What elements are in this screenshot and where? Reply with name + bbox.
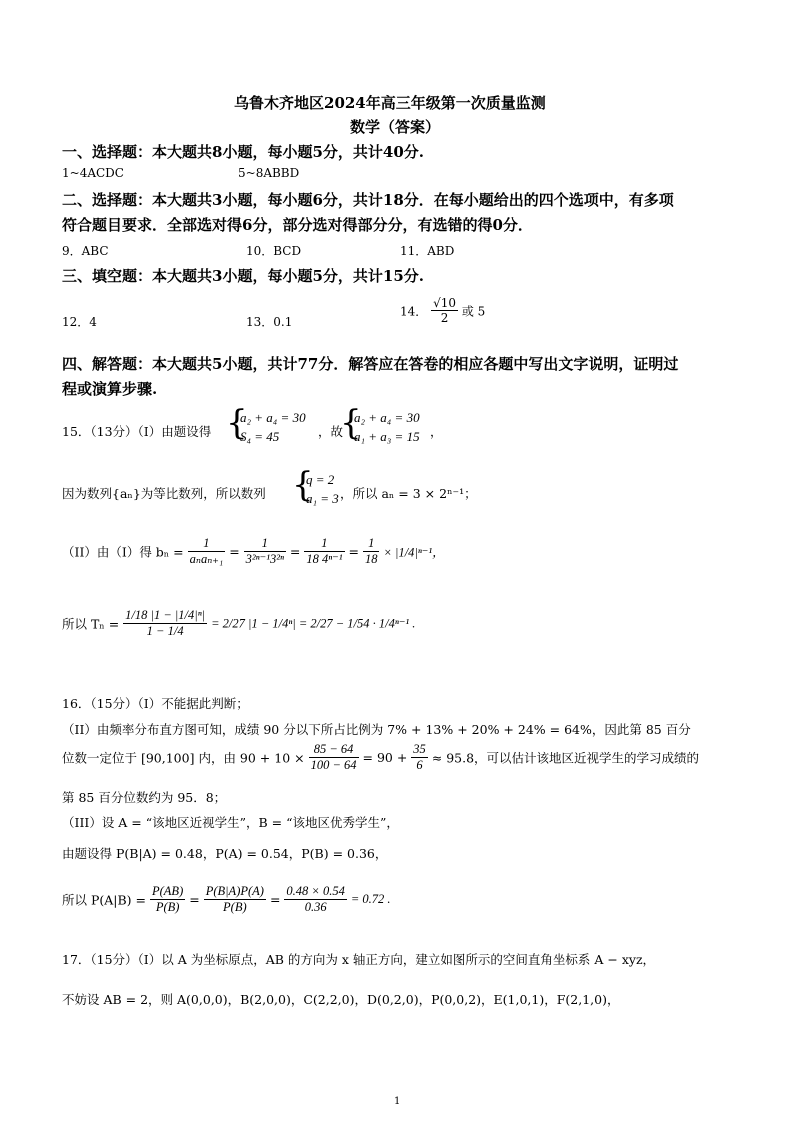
answer-14: [400, 296, 485, 326]
q16-line7-frac2-den: P(B): [223, 900, 247, 914]
q16-line3-frac2-num: 35: [413, 742, 426, 756]
q15-line2-lead: 因为数列{aₙ}为等比数列，所以数列: [62, 486, 266, 501]
q15-line3-eq2: =: [289, 544, 301, 559]
q15-line3-frac3: [304, 536, 344, 567]
section-1-heading: 一、选择题：本大题共8小题，每小题5分，共计40分.: [62, 143, 424, 161]
q15-line3-frac2-den: 3²ⁿ⁻¹3²ⁿ: [245, 552, 284, 566]
q16-line7-frac3: [284, 884, 346, 915]
q15-brace-b: {: [340, 403, 362, 443]
section-3-heading: 三、填空题：本大题共3小题，每小题5分，共计15分.: [62, 267, 424, 285]
q15-line2-tail: ，所以 aₙ = 3 × 2ⁿ⁻¹；: [340, 486, 477, 501]
q15-system-c-eq2: a₁ = 3: [306, 491, 339, 506]
answer-1-4: 1~4ACDC: [62, 166, 124, 180]
q16-line7-frac1: [150, 884, 185, 915]
q16-line3-mid: = 90 +: [362, 750, 408, 765]
q15-line3-frac4: [363, 536, 380, 567]
q15-system-a: [240, 408, 306, 446]
q16-line3-tail: ≈ 95.8，可以估计该地区近视学生的学习成绩的: [431, 750, 700, 766]
section-2-heading-line1: 二、选择题：本大题共3小题，每小题6分，共计18分．在每小题给出的四个选项中，有多项: [62, 191, 674, 209]
answer-14-label: 14．: [400, 304, 428, 319]
answer-13: 13．0.1: [246, 315, 293, 329]
q17-line2: 不妨设 AB = 2，则 A(0,0,0)，B(2,0,0)，C(2,2,0)，D(0,2,0)，P(0,0,2)，E(1,0,1)，F(2,1,0)，: [62, 992, 620, 1007]
q15-line4-bigfrac: [123, 608, 207, 639]
q15-line3: [62, 536, 445, 567]
q15-line3-frac3-num: 1: [304, 536, 344, 552]
q15-system-c-eq1: q = 2: [306, 472, 335, 487]
answer-11: 11．ABD: [400, 244, 455, 258]
q16-line7-eq2: =: [269, 892, 281, 907]
q15-lead: 15．（13分）（I）由题设得: [62, 424, 212, 439]
q16-line3-frac1: [309, 742, 359, 773]
q15-line3-lead: （II）由（I）得 bₙ =: [62, 544, 184, 560]
q15-line4-bigfrac-num: 1/18 |1 − |1/4|ⁿ|: [125, 608, 206, 622]
q15-line3-frac1: [188, 536, 226, 567]
page-number: 1: [394, 1096, 401, 1107]
q15-line3-frac1-num: 1: [188, 536, 226, 552]
q15-line3-tail: × |1/4|ⁿ⁻¹，: [383, 545, 445, 560]
section-4-heading-line1: 四、解答题：本大题共5小题，共计77分．解答应在答卷的相应各题中写出文字说明，证明过: [62, 355, 679, 373]
answer-14-fraction: [431, 296, 458, 326]
q15-line3-frac1-den: aₙaₙ₊₁: [189, 552, 224, 566]
q15-system-a-eq1: a₂ + a₄ = 30: [240, 410, 306, 425]
q16-line7: [62, 884, 391, 915]
q15-line4-rest: = 2/27 |1 − 1/4ⁿ| = 2/27 − 1/54 · 1/4ⁿ⁻¹ .: [211, 616, 416, 631]
q16-line7-eq1: =: [189, 892, 200, 907]
q16-line7-tail: = 0.72 .: [350, 892, 391, 906]
q15-line3-eq1: =: [229, 544, 240, 559]
q15-line4: [62, 608, 415, 639]
q16-line7-frac3-den: 0.36: [304, 900, 327, 914]
q16-line3: [62, 742, 699, 773]
q15-line3-eq3: =: [348, 544, 359, 559]
q16-line7-lead: 所以 P(A|B) =: [62, 892, 147, 908]
q16-line1: 16．（15分）（I）不能据此判断；: [62, 696, 249, 711]
q15-brace-c: {: [292, 465, 314, 505]
answer-12: 12．4: [62, 315, 97, 329]
page-subtitle: 数学（答案）: [350, 118, 441, 136]
answer-14-tail: 或 5: [461, 304, 486, 319]
answer-14-denominator: 2: [440, 311, 449, 326]
answer-5-8: 5~8ABBD: [238, 166, 300, 180]
q15-system-b-eq1: a₂ + a₄ = 30: [354, 410, 420, 425]
page-title: 乌鲁木齐地区2024年高三年级第一次质量监测: [234, 94, 546, 112]
q15-line3-frac3-den: 18 4ⁿ⁻¹: [306, 552, 343, 566]
answer-14-numerator: √10: [433, 296, 457, 310]
q16-line7-frac1-den: P(B): [155, 900, 180, 914]
q16-line3-frac2: [411, 742, 428, 773]
q15-line3-frac2: [244, 536, 286, 567]
q16-line2: （II）由频率分布直方图可知，成绩 90 分以下所占比例为 7% + 13% + 20% + 24% = 64%，因此第 85 百分: [62, 722, 691, 737]
q16-line7-frac1-num: P(AB): [152, 884, 184, 898]
q16-line7-frac2-num: P(B|A)P(A): [205, 884, 264, 898]
q15-line4-lead: 所以 Tₙ =: [62, 616, 120, 632]
q15-end: ，: [430, 424, 443, 439]
q15-system-a-eq2: S₄ = 45: [240, 429, 280, 444]
section-4-heading-line2: 程或演算步骤.: [62, 380, 158, 398]
q15-line4-bigfrac-den: 1 − 1/4: [146, 624, 184, 638]
q16-line3-lead: 位数一定位于 [90,100] 内，由 90 + 10 ×: [62, 750, 305, 766]
q15-mid: ，故: [318, 424, 344, 439]
answer-10: 10．BCD: [246, 244, 302, 258]
q15-system-c: [306, 470, 339, 508]
q15-system-b: [354, 408, 420, 446]
answer-9: 9．ABC: [62, 244, 109, 258]
q15-brace-a: {: [226, 403, 248, 443]
section-2-heading-line2: 符合题目要求．全部选对得6分，部分选对得部分分，有选错的得0分．: [62, 216, 533, 234]
q16-line3-frac1-num: 85 − 64: [309, 742, 359, 758]
q16-line3-frac1-den: 100 − 64: [310, 758, 357, 772]
q16-line3-frac2-den: 6: [416, 758, 423, 772]
q15-line3-frac4-num: 1: [363, 536, 380, 552]
q16-line7-frac2: [204, 884, 266, 915]
q17-line1: 17．（15分）（I）以 A 为坐标原点，AB 的方向为 x 轴正方向，建立如图所示的空间直角坐标系 A − xyz，: [62, 952, 656, 967]
q15-line3-frac2-num: 1: [244, 536, 286, 552]
q16-line4: 第 85 百分位数约为 95．8；: [62, 790, 227, 805]
q15-system-b-eq2: a₁ + a₃ = 15: [354, 429, 420, 444]
q16-line7-frac3-num: 0.48 × 0.54: [286, 884, 345, 898]
q15-line3-frac4-den: 18: [364, 552, 378, 566]
q16-line6: 由题设得 P(B|A) = 0.48，P(A) = 0.54，P(B) = 0.36，: [62, 846, 388, 861]
q16-line5: （III）设 A = “该地区近视学生”，B = “该地区优秀学生”，: [62, 815, 399, 830]
